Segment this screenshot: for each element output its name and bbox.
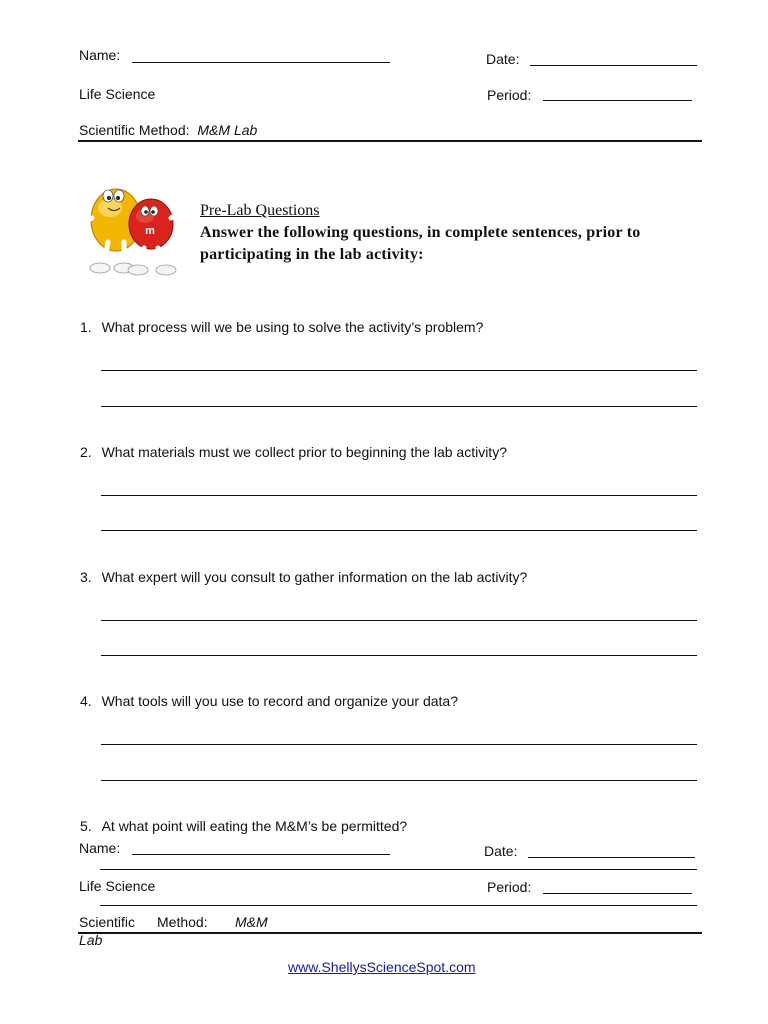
course-label-2: Life Science [79,878,156,894]
question-number: 2. [80,444,92,460]
question-number: 3. [80,569,92,585]
date-label-2: Date: [484,843,518,859]
footer-website-link[interactable]: www.ShellysScienceSpot.com [288,959,476,975]
prelab-instructions: Answer the following questions, in complete sentences, prior to participating in the lab activity: [200,224,641,263]
question-5 [80,818,407,834]
method-word-2: Method: [157,914,208,930]
header-rule [78,140,702,142]
question-3 [80,569,527,585]
name-blank-2[interactable] [132,854,390,855]
question-text: What tools will you use to record and organize your data? [101,693,458,709]
question-number: 5. [80,818,92,834]
question-text: What process will we be using to solve the activity’s problem? [101,319,484,335]
name-label: Name: [79,47,121,63]
answer-line[interactable] [101,744,697,745]
name-label-2: Name: [79,840,121,856]
answer-line[interactable] [100,905,697,906]
prelab-title: Pre-Lab Questions [200,202,320,219]
method-line [79,122,257,138]
method-title-2a: M&M [235,914,268,930]
svg-text:m: m [145,225,155,237]
method-title: M&M Lab [197,122,258,138]
answer-line[interactable] [101,530,697,531]
period-blank[interactable] [543,100,692,101]
question-text: What materials must we collect prior to beginning the lab activity? [101,444,507,460]
question-text: What expert will you consult to gather information on the lab activity? [101,569,528,585]
question-text: At what point will eating the M&M’s be permitted? [101,818,408,834]
answer-line[interactable] [101,620,697,621]
period-label-2: Period: [487,879,532,895]
name-blank[interactable] [132,62,390,63]
method-title-2b: Lab [79,932,103,948]
question-1 [80,319,483,335]
date-label: Date: [486,51,520,67]
course-label: Life Science [79,86,156,102]
question-4 [80,693,458,709]
answer-line[interactable] [101,495,697,496]
method-word-1: Scientific [79,914,136,930]
period-blank-2[interactable] [543,893,692,894]
question-number: 1. [80,319,92,335]
date-blank[interactable] [530,65,697,66]
answer-line[interactable] [100,869,697,870]
answer-line[interactable] [101,655,697,656]
header-rule-2 [78,932,702,934]
mm-characters-image [78,178,188,278]
question-number: 4. [80,693,92,709]
method-label: Scientific Method: [79,122,190,138]
answer-line[interactable] [101,780,697,781]
answer-line[interactable] [101,370,697,371]
question-2 [80,444,507,460]
date-blank-2[interactable] [528,857,695,858]
answer-line[interactable] [101,406,697,407]
period-label: Period: [487,87,532,103]
